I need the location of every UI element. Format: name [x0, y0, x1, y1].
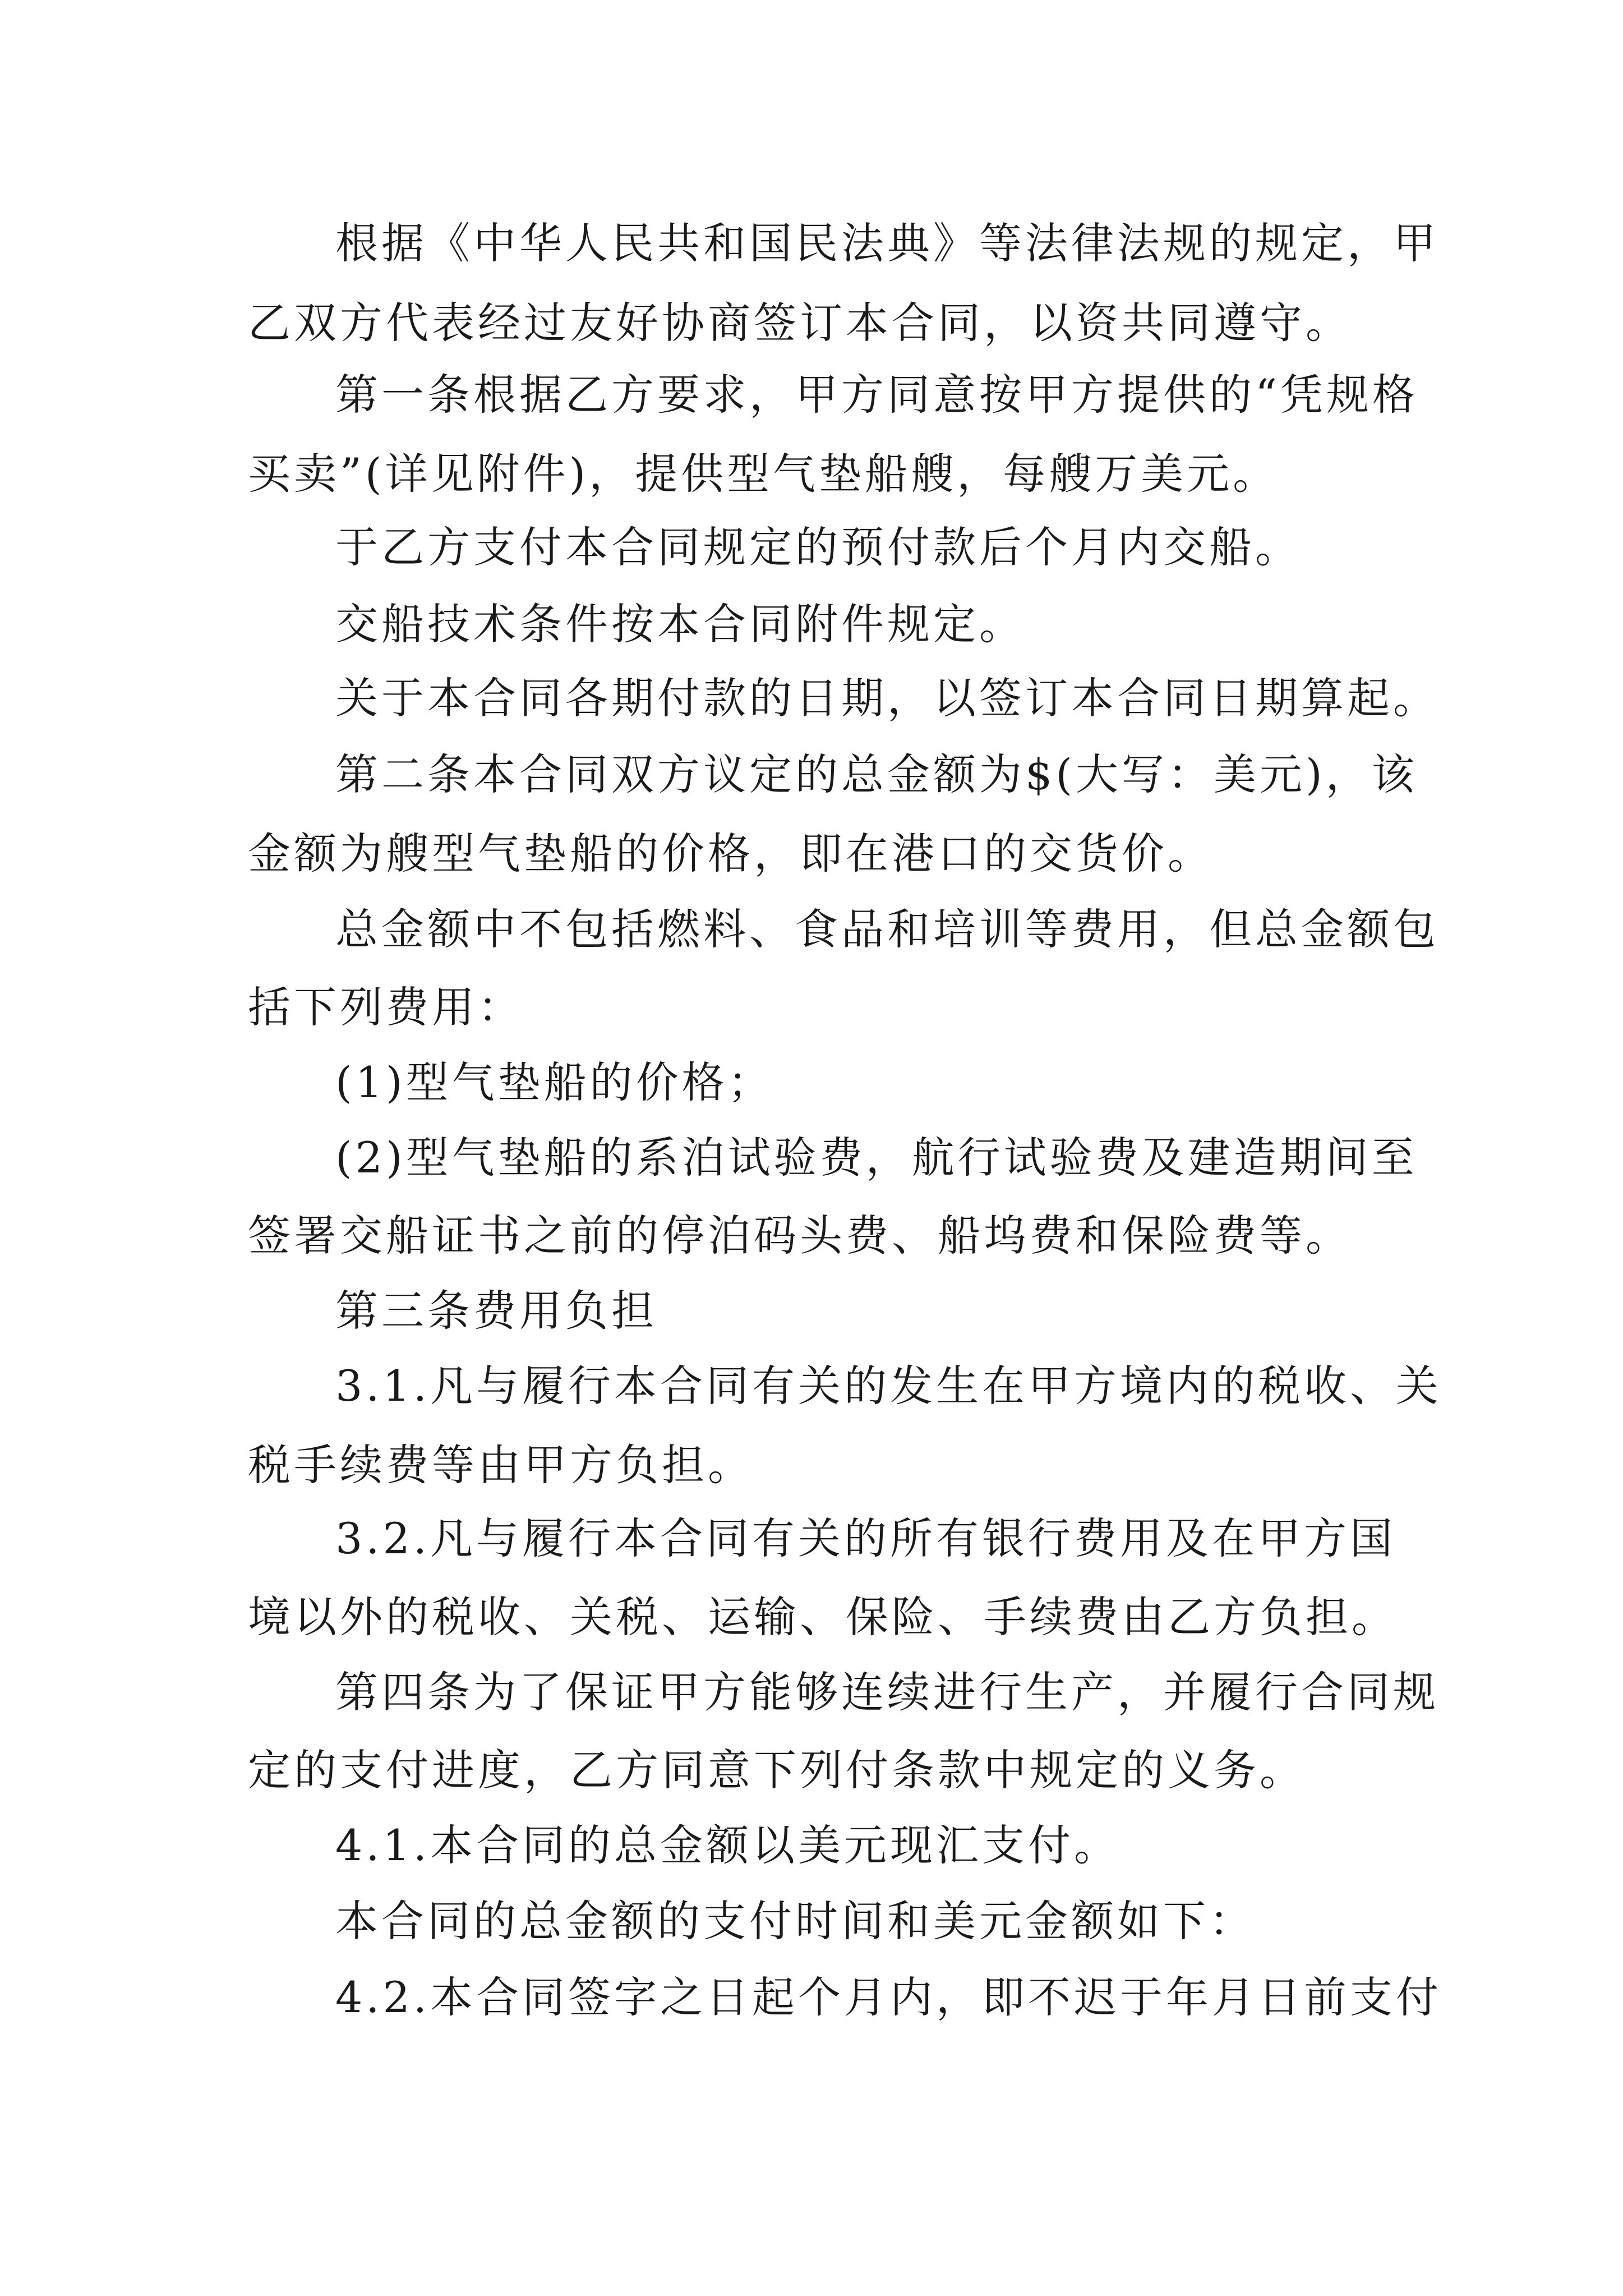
text-line: 第二条本合同双方议定的总金额为$(大写：美元)，该 — [335, 749, 1418, 799]
text-line: 括下列费用： — [248, 982, 524, 1032]
text-line: 金额为艘型气垫船的价格，即在港口的交货价。 — [248, 829, 1214, 878]
text-line: 总金额中不包括燃料、食品和培训等费用，但总金额包 — [335, 904, 1439, 954]
text-line: 4.1.本合同的总金额以美元现汇支付。 — [335, 1820, 1121, 1870]
text-line: 买卖”(详见附件)，提供型气垫船艘，每艘万美元。 — [248, 449, 1279, 499]
text-line: 定的支付进度，乙方同意下列付条款中规定的义务。 — [248, 1745, 1306, 1795]
text-line: (2)型气垫船的系泊试验费，航行试验费及建造期间至 — [335, 1133, 1418, 1182]
text-line: 签署交船证书之前的停泊码头费、船坞费和保险费等。 — [248, 1211, 1352, 1260]
text-line: 4.2.本合同签字之日起个月内，即不迟于年月日前支付 — [335, 1972, 1442, 2022]
text-line: 本合同的总金额的支付时间和美元金额如下： — [335, 1896, 1255, 1946]
text-line: 第三条费用负担 — [335, 1286, 657, 1336]
text-line: 3.2.凡与履行本合同有关的所有银行费用及在甲方国 — [335, 1513, 1396, 1563]
text-line: 交船技术条件按本合同附件规定。 — [335, 599, 1025, 649]
text-line: (1)型气垫船的价格； — [335, 1057, 774, 1107]
text-line: 3.1.凡与履行本合同有关的发生在甲方境内的税收、关 — [335, 1361, 1442, 1411]
text-line: 税手续费等由甲方负担。 — [248, 1440, 754, 1490]
text-line: 第一条根据乙方要求，甲方同意按甲方提供的“凭规格 — [335, 370, 1418, 420]
text-line: 境以外的税收、关税、运输、保险、手续费由乙方负担。 — [248, 1592, 1398, 1642]
text-line: 于乙方支付本合同规定的预付款后个月内交船。 — [335, 522, 1301, 572]
text-line: 关于本合同各期付款的日期，以签订本合同日期算起。 — [335, 673, 1439, 723]
text-line: 根据《中华人民共和国民法典》等法律法规的规定，甲 — [335, 218, 1439, 268]
text-line: 乙双方代表经过友好协商签订本合同，以资共同遵守。 — [248, 298, 1352, 348]
text-line: 第四条为了保证甲方能够连续进行生产，并履行合同规 — [335, 1667, 1439, 1717]
